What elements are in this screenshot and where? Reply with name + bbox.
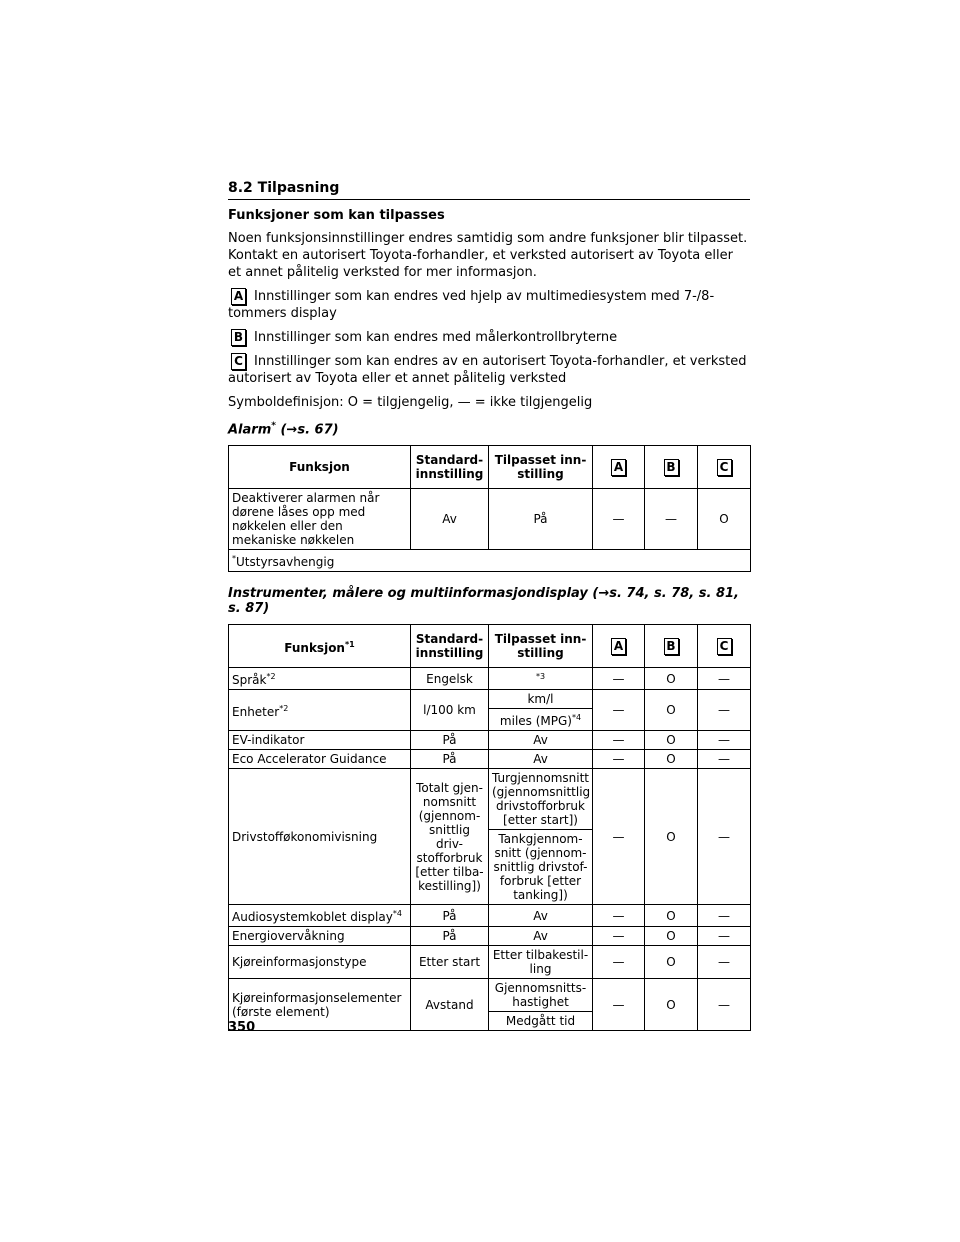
instrument-table-title: Instrumenter, målere og multiinformasjondisplay (→s. 74, s. 78, s. 81, s. 87) xyxy=(228,586,739,617)
cell-b: O xyxy=(645,690,698,731)
header-b xyxy=(645,625,698,668)
header-c-box: C xyxy=(717,638,732,655)
cell-b: O xyxy=(645,905,698,927)
cell-tilpasset: Av xyxy=(489,905,593,927)
header-tilpasset: Tilpasset inn-stilling xyxy=(489,446,593,489)
cell-funksjon: Kjøreinformasjonselementer (første element) xyxy=(229,979,411,1031)
cell-tilpasset: km/l xyxy=(489,690,593,709)
cell-funksjon: Språk$^{*2}$ xyxy=(229,668,411,690)
header-b xyxy=(645,446,698,489)
alarm-table-header xyxy=(229,446,751,489)
header-b-box: B xyxy=(664,638,679,655)
legend-item-a xyxy=(228,288,750,322)
legend-item-b xyxy=(228,329,750,346)
cell-a: — xyxy=(593,750,645,769)
cell-funksjon: Enheter$^{*2}$ xyxy=(229,690,411,731)
header-b-box: B xyxy=(664,459,679,476)
cell-c: — xyxy=(698,979,751,1031)
legend-key-b: B xyxy=(231,329,246,346)
cell-a: — xyxy=(593,927,645,946)
cell-tilpasset: Av xyxy=(489,750,593,769)
cell-b: O xyxy=(645,668,698,690)
header-a xyxy=(593,625,645,668)
cell-standard: Av xyxy=(411,489,489,550)
cell-standard: Avstand xyxy=(411,979,489,1031)
cell-a: — xyxy=(593,489,645,550)
cell-funksjon: Audiosystemkoblet display$^{*4}$ xyxy=(229,905,411,927)
cell-standard: På xyxy=(411,731,489,750)
table-row xyxy=(229,927,751,946)
cell-c: O xyxy=(698,489,751,550)
legend-item-c xyxy=(228,353,750,387)
cell-funksjon: Drivstofføkonomivisning xyxy=(229,769,411,905)
table-row xyxy=(229,489,751,550)
alarm-table xyxy=(228,445,751,572)
cell-standard: Engelsk xyxy=(411,668,489,690)
cell-a: — xyxy=(593,690,645,731)
header-tilpasset: Tilpasset inn-stilling xyxy=(489,625,593,668)
cell-b: O xyxy=(645,769,698,905)
cell-tilpasset: Etter tilbakestil-ling xyxy=(489,946,593,979)
cell-standard: På xyxy=(411,750,489,769)
header-standard: Standard-innstilling xyxy=(411,625,489,668)
cell-a: — xyxy=(593,769,645,905)
section-title: 8.2 Tilpasning xyxy=(228,180,750,200)
cell-c: — xyxy=(698,731,751,750)
legend-text-a: Innstillinger som kan endres ved hjelp av multimediesystem med 7-/8-tommers display xyxy=(228,289,715,321)
intro-paragraph: Noen funksjonsinnstillinger endres samtidig som andre funksjoner blir tilpasset. Kontakt en autorisert Toyota-forhandler, et verksted autorisert av Toyota eller et annet pålitelig verksted for mer informasjon. xyxy=(228,231,748,280)
instrument-table-header xyxy=(229,625,751,668)
table-row xyxy=(229,690,751,709)
cell-b: O xyxy=(645,731,698,750)
cell-standard: l/100 km xyxy=(411,690,489,731)
alarm-title-text: Alarm xyxy=(228,422,272,438)
header-a-box: A xyxy=(611,638,626,655)
cell-c: — xyxy=(698,690,751,731)
cell-b: O xyxy=(645,750,698,769)
table-row xyxy=(229,946,751,979)
intro-heading: Funksjoner som kan tilpasses xyxy=(228,208,445,223)
cell-c: — xyxy=(698,769,751,905)
legend-text-b: Innstillinger som kan endres med målerkontrollbryterne xyxy=(254,330,618,345)
footnote-cell xyxy=(229,550,751,572)
cell-b: O xyxy=(645,946,698,979)
header-a-box: A xyxy=(611,459,626,476)
alarm-title-ref: (→s. 67) xyxy=(275,422,339,438)
footnote-text: Utstyrsavhengig xyxy=(236,555,335,570)
page-content xyxy=(228,208,750,1031)
cell-b: O xyxy=(645,927,698,946)
cell-tilpasset: Gjennomsnitts-hastighet xyxy=(489,979,593,1012)
symbol-definition: Symboldefinisjon: O = tilgjengelig, — = ikke tilgjengelig xyxy=(228,395,593,410)
header-funksjon: Funksjon$^{*1}$ xyxy=(229,625,411,668)
cell-a: — xyxy=(593,731,645,750)
cell-c: — xyxy=(698,750,751,769)
cell-funksjon: Eco Accelerator Guidance xyxy=(229,750,411,769)
cell-tilpasset: Av xyxy=(489,731,593,750)
cell-standard: Etter start xyxy=(411,946,489,979)
legend-key-c: C xyxy=(231,353,246,370)
cell-a: — xyxy=(593,946,645,979)
cell-a: — xyxy=(593,668,645,690)
cell-b: — xyxy=(645,489,698,550)
cell-tilpasset: Tankgjennom-snitt (gjennom-snittlig drivstof-forbruk [etter tanking]) xyxy=(489,830,593,905)
cell-funksjon: Energiovervåkning xyxy=(229,927,411,946)
table-row xyxy=(229,769,751,830)
instrument-table xyxy=(228,624,751,1031)
cell-c: — xyxy=(698,905,751,927)
cell-standard: På xyxy=(411,927,489,946)
header-c-box: C xyxy=(717,459,732,476)
table-row xyxy=(229,668,751,690)
table-row xyxy=(229,750,751,769)
table-row xyxy=(229,731,751,750)
header-standard: Standard-innstilling xyxy=(411,446,489,489)
alarm-table-title xyxy=(228,421,750,437)
header-c xyxy=(698,446,751,489)
cell-c: — xyxy=(698,946,751,979)
page-number: 350 xyxy=(228,1020,256,1035)
cell-funksjon: EV-indikator xyxy=(229,731,411,750)
cell-b: O xyxy=(645,979,698,1031)
cell-c: — xyxy=(698,668,751,690)
cell-a: — xyxy=(593,905,645,927)
cell-tilpasset: Turgjennomsnitt (gjennomsnittlig drivstofforbruk [etter start]) xyxy=(489,769,593,830)
cell-funksjon: Kjøreinformasjonstype xyxy=(229,946,411,979)
cell-c: — xyxy=(698,927,751,946)
header-funksjon: Funksjon xyxy=(229,446,411,489)
cell-funksjon: Deaktiverer alarmen når dørene låses opp med nøkkelen eller den mekaniske nøkkelen xyxy=(229,489,411,550)
cell-standard: Totalt gjen-nomsnitt (gjennom-snittlig driv-stofforbruk [etter tilba-kestilling]) xyxy=(411,769,489,905)
table-row xyxy=(229,979,751,1012)
alarm-title-sup: * xyxy=(271,421,276,431)
footnote-row xyxy=(229,550,751,572)
legend-text-c: Innstillinger som kan endres av en autorisert Toyota-forhandler, et verksted autorisert av Toyota eller et annet pålitelig verksted xyxy=(228,354,747,386)
cell-tilpasset: miles (MPG)$^{*4}$ xyxy=(489,709,593,731)
header-c xyxy=(698,625,751,668)
footnote-sup: * xyxy=(232,554,236,564)
cell-a: — xyxy=(593,979,645,1031)
table-row xyxy=(229,905,751,927)
cell-tilpasset: Av xyxy=(489,927,593,946)
header-a xyxy=(593,446,645,489)
cell-tilpasset: På xyxy=(489,489,593,550)
cell-standard: På xyxy=(411,905,489,927)
legend-key-a: A xyxy=(231,288,246,305)
cell-tilpasset: *3 xyxy=(489,668,593,690)
cell-tilpasset: Medgått tid xyxy=(489,1012,593,1031)
